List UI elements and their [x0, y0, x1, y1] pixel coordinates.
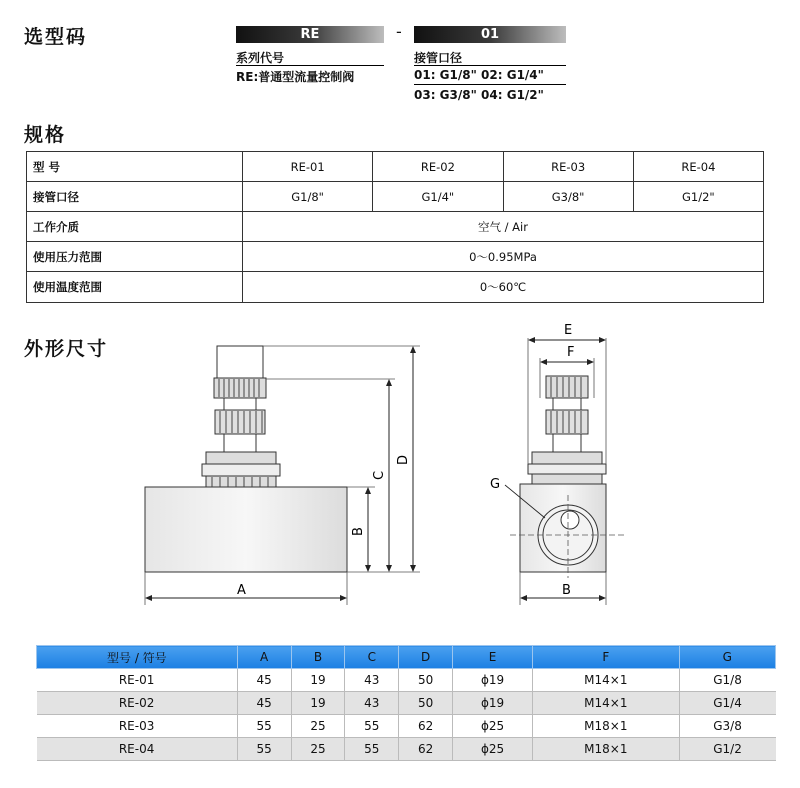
side-view — [490, 323, 626, 605]
dim-label-b: B — [351, 527, 366, 536]
port-code-options-1: 01: G1/8" 02: G1/4" — [414, 68, 544, 82]
dims-section-title: 外形尺寸 — [24, 338, 109, 360]
series-code-box: RE — [236, 26, 384, 43]
series-code-desc: RE:普通型流量控制阀 — [236, 70, 355, 84]
dim-cell: 25 — [291, 738, 345, 761]
table-row — [37, 669, 776, 692]
dim-cell: ϕ19 — [453, 692, 533, 715]
dim-header: B — [291, 646, 345, 669]
dim-cell: RE-02 — [37, 692, 238, 715]
spec-section-title: 规格 — [24, 124, 67, 146]
table-row — [37, 692, 776, 715]
spec-row-pressure — [27, 242, 764, 272]
spec-cell: RE-03 — [503, 152, 633, 182]
dim-header: F — [533, 646, 680, 669]
dim-cell: 50 — [399, 692, 453, 715]
spec-label: 接管口径 — [27, 182, 243, 212]
dim-cell: 19 — [291, 669, 345, 692]
dim-cell: M14×1 — [533, 669, 680, 692]
dim-cell: 25 — [291, 715, 345, 738]
spec-cell: RE-01 — [243, 152, 373, 182]
dim-label-c: C — [372, 470, 387, 480]
port-code-box: 01 — [414, 26, 566, 43]
spec-row-model — [27, 152, 764, 182]
spec-cell: RE-02 — [373, 152, 503, 182]
dim-header: E — [453, 646, 533, 669]
spec-cell: G1/4" — [373, 182, 503, 212]
port-code-label: 接管口径 — [414, 51, 463, 65]
spec-cell: 0～0.95MPa — [243, 242, 764, 272]
dim-cell: M18×1 — [533, 738, 680, 761]
dim-header: A — [237, 646, 291, 669]
dim-cell: ϕ19 — [453, 669, 533, 692]
dim-cell: G1/8 — [679, 669, 775, 692]
spec-label: 工作介质 — [27, 212, 243, 242]
dim-cell: 50 — [399, 669, 453, 692]
table-row — [37, 715, 776, 738]
code-section-title: 选型码 — [24, 26, 88, 48]
spec-label: 使用温度范围 — [27, 272, 243, 303]
spec-table — [26, 151, 764, 303]
dim-cell: 62 — [399, 738, 453, 761]
spec-cell: 空气 / Air — [243, 212, 764, 242]
table-row — [37, 738, 776, 761]
dimension-table — [36, 645, 776, 761]
dim-cell: 55 — [345, 738, 399, 761]
spec-cell: RE-04 — [633, 152, 763, 182]
dim-cell: G1/2 — [679, 738, 775, 761]
code-dash: - — [396, 22, 402, 41]
spec-label: 型 号 — [27, 152, 243, 182]
code-divider — [414, 84, 566, 85]
port-code-options-2: 03: G3/8" 04: G1/2" — [414, 88, 544, 102]
series-code-label: 系列代号 — [236, 51, 285, 65]
dim-cell: 62 — [399, 715, 453, 738]
dim-cell: RE-04 — [37, 738, 238, 761]
dim-header-row — [37, 646, 776, 669]
dim-label-g: G — [490, 477, 501, 492]
dim-label-b-side: B — [562, 583, 571, 598]
spec-cell: 0～60℃ — [243, 272, 764, 303]
spec-row-temp — [27, 272, 764, 303]
code-divider — [236, 65, 384, 66]
spec-cell: G1/8" — [243, 182, 373, 212]
dim-cell: 45 — [237, 692, 291, 715]
dim-cell: 43 — [345, 692, 399, 715]
dim-label-f: F — [567, 345, 575, 360]
dim-header: 型号 / 符号 — [37, 646, 238, 669]
dim-cell: G1/4 — [679, 692, 775, 715]
dim-cell: 43 — [345, 669, 399, 692]
dim-cell: ϕ25 — [453, 738, 533, 761]
dim-cell: 45 — [237, 669, 291, 692]
dim-cell: 55 — [345, 715, 399, 738]
spec-cell: G1/2" — [633, 182, 763, 212]
dim-cell: RE-03 — [37, 715, 238, 738]
dimension-drawing — [0, 320, 800, 620]
dim-cell: ϕ25 — [453, 715, 533, 738]
dim-cell: M14×1 — [533, 692, 680, 715]
dim-header: C — [345, 646, 399, 669]
dim-cell: 19 — [291, 692, 345, 715]
dim-cell: 55 — [237, 715, 291, 738]
front-view — [145, 346, 420, 605]
dim-label-e: E — [564, 323, 573, 338]
spec-row-port — [27, 182, 764, 212]
dim-header: G — [679, 646, 775, 669]
dim-cell: RE-01 — [37, 669, 238, 692]
code-divider — [414, 65, 566, 66]
dim-label-d: D — [396, 454, 411, 465]
dim-cell: M18×1 — [533, 715, 680, 738]
dim-label-a: A — [237, 583, 246, 598]
dim-cell: 55 — [237, 738, 291, 761]
dim-header: D — [399, 646, 453, 669]
spec-row-medium — [27, 212, 764, 242]
dim-cell: G3/8 — [679, 715, 775, 738]
spec-label: 使用压力范围 — [27, 242, 243, 272]
spec-cell: G3/8" — [503, 182, 633, 212]
